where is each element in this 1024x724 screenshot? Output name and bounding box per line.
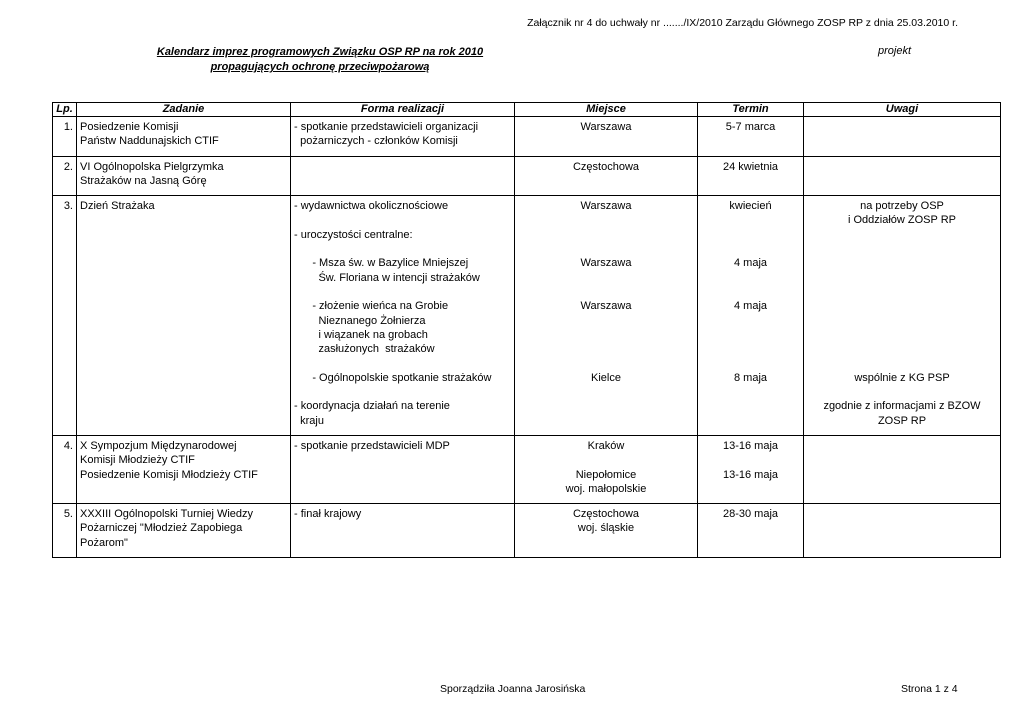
cell-line xyxy=(701,482,800,496)
cell-line xyxy=(807,356,997,370)
cell-line: Kielce xyxy=(591,371,621,384)
cell-line xyxy=(294,453,511,467)
header-date: Termin xyxy=(698,103,804,117)
cell-line xyxy=(80,482,287,496)
form-cell xyxy=(291,196,515,436)
cell-line xyxy=(294,482,511,496)
cell-line xyxy=(518,328,694,342)
header-place: Miejsce xyxy=(515,103,698,117)
cell-line xyxy=(701,414,800,428)
cell-line xyxy=(807,536,997,550)
table-row xyxy=(53,117,1001,157)
notes-cell xyxy=(804,435,1001,503)
task-cell xyxy=(77,156,291,196)
cell-line xyxy=(518,453,694,467)
cell-line xyxy=(294,356,511,370)
header-lp: Lp. xyxy=(53,103,77,117)
table-row xyxy=(53,435,1001,503)
cell-line: - spotkanie przedstawicieli MDP xyxy=(294,439,450,452)
cell-line xyxy=(518,399,694,413)
cell-line xyxy=(294,242,511,256)
cell-line: ZOSP RP xyxy=(877,414,927,427)
cell-line xyxy=(807,328,997,342)
cell-line xyxy=(807,342,997,356)
cell-line xyxy=(807,120,997,134)
cell-line xyxy=(701,314,800,328)
cell-line xyxy=(518,314,694,328)
cell-line xyxy=(807,134,997,148)
cell-line: Warszawa xyxy=(580,257,632,270)
cell-line xyxy=(701,342,800,356)
cell-line xyxy=(518,356,694,370)
notes-cell xyxy=(804,504,1001,558)
project-label: projekt xyxy=(878,45,912,57)
task-cell xyxy=(77,117,291,157)
lp-cell: 2. xyxy=(53,156,77,196)
lp-cell: 1. xyxy=(53,117,77,157)
cell-line: i wiązanek na grobach xyxy=(294,328,428,341)
place-cell xyxy=(515,196,698,436)
table-header-row xyxy=(53,103,1001,117)
cell-line xyxy=(294,285,511,299)
cell-line: Państw Naddunajskich CTIF xyxy=(80,135,219,148)
cell-line xyxy=(294,468,511,482)
cell-line: Niepołomice xyxy=(575,468,637,481)
cell-line: na potrzeby OSP xyxy=(860,200,944,213)
cell-line: - koordynacja działań na terenie xyxy=(294,400,450,413)
lp-cell: 3. xyxy=(53,196,77,436)
cell-line xyxy=(807,256,997,270)
cell-line: 4 maja xyxy=(733,257,768,270)
cell-line: kwiecień xyxy=(729,200,772,213)
cell-line xyxy=(701,242,800,256)
cell-line: VI Ogólnopolska Pielgrzymka xyxy=(80,160,224,173)
lp-cell: 5. xyxy=(53,504,77,558)
title-line-1: Kalendarz imprez programowych Związku OSP RP na rok 2010 xyxy=(156,46,484,58)
cell-line xyxy=(701,356,800,370)
cell-line: Pożarniczej "Młodzież Zapobiega xyxy=(80,522,243,535)
cell-line xyxy=(807,242,997,256)
task-cell xyxy=(77,504,291,558)
cell-line: Warszawa xyxy=(580,121,632,133)
cell-line: - uroczystości centralne: xyxy=(294,228,413,241)
cell-line: Św. Floriana w intencji strażaków xyxy=(294,271,480,284)
cell-line xyxy=(518,213,694,227)
cell-line xyxy=(294,521,511,535)
cell-line xyxy=(518,536,694,550)
cell-line xyxy=(518,134,694,148)
cell-line xyxy=(701,213,800,227)
cell-line xyxy=(701,399,800,413)
cell-line xyxy=(518,414,694,428)
cell-line xyxy=(701,453,800,467)
cell-line: Dzień Strażaka xyxy=(80,200,155,213)
cell-line: 13-16 maja xyxy=(722,468,779,481)
cell-line: Posiedzenie Komisji xyxy=(80,121,179,133)
cell-line xyxy=(807,285,997,299)
cell-line xyxy=(807,160,997,174)
cell-line: 28-30 maja xyxy=(722,508,779,521)
form-cell xyxy=(291,117,515,157)
form-cell xyxy=(291,504,515,558)
cell-line: zasłużonych strażaków xyxy=(294,343,435,356)
task-cell xyxy=(77,196,291,436)
date-cell xyxy=(698,504,804,558)
cell-line xyxy=(807,174,997,188)
cell-line: kraju xyxy=(294,414,324,427)
cell-line xyxy=(807,482,997,496)
cell-line: 4 maja xyxy=(733,300,768,313)
cell-line xyxy=(294,385,511,399)
cell-line xyxy=(807,507,997,521)
cell-line: Częstochowa xyxy=(572,508,640,521)
cell-line: Posiedzenie Komisji Młodzieży CTIF xyxy=(80,468,258,481)
cell-line xyxy=(518,285,694,299)
cell-line: woj. małopolskie xyxy=(565,482,647,495)
cell-line: wspólnie z KG PSP xyxy=(854,371,950,384)
footer-author: Sporządziła Joanna Jarosińska xyxy=(440,683,586,695)
cell-line: Warszawa xyxy=(580,200,632,213)
cell-line: - Ogólnopolskie spotkanie strażaków xyxy=(294,371,492,384)
cell-line xyxy=(701,328,800,342)
cell-line: pożarniczych - członków Komisji xyxy=(294,135,458,148)
cell-line: XXXIII Ogólnopolski Turniej Wiedzy xyxy=(80,508,254,521)
cell-line xyxy=(701,385,800,399)
place-cell xyxy=(515,117,698,157)
cell-line xyxy=(807,468,997,482)
table-row xyxy=(53,196,1001,436)
cell-line: 8 maja xyxy=(733,371,768,384)
page-number: Strona 1 z 4 xyxy=(901,683,958,695)
cell-line: 5-7 marca xyxy=(725,121,776,133)
cell-line xyxy=(807,453,997,467)
form-cell xyxy=(291,156,515,196)
header-notes: Uwagi xyxy=(804,103,1001,117)
place-cell xyxy=(515,435,698,503)
cell-line: Strażaków na Jasną Górę xyxy=(80,174,207,187)
cell-line xyxy=(518,342,694,356)
cell-line xyxy=(807,314,997,328)
place-cell xyxy=(515,504,698,558)
cell-line xyxy=(518,174,694,188)
date-cell xyxy=(698,196,804,436)
cell-line xyxy=(701,521,800,535)
table-row xyxy=(53,504,1001,558)
cell-line xyxy=(294,160,511,174)
cell-line: 13-16 maja xyxy=(722,439,779,452)
date-cell xyxy=(698,156,804,196)
cell-line xyxy=(807,439,997,453)
title-line-2: propagujących ochronę przeciwpożarową xyxy=(210,61,430,73)
cell-line: X Sympozjum Międzynarodowej xyxy=(80,439,237,452)
cell-line: Nieznanego Żołnierza xyxy=(294,314,426,327)
cell-line: Warszawa xyxy=(580,300,632,313)
date-cell xyxy=(698,435,804,503)
cell-line xyxy=(701,228,800,242)
cell-line xyxy=(701,271,800,285)
cell-line: - spotkanie przedstawicieli organizacji xyxy=(294,121,479,133)
cell-line xyxy=(518,385,694,399)
cell-line: woj. śląskie xyxy=(577,522,635,535)
cell-line: i Oddziałów ZOSP RP xyxy=(847,214,956,227)
events-calendar-table xyxy=(52,102,1001,558)
attachment-note: Załącznik nr 4 do uchwały nr ......./IX/2010 Zarządu Głównego ZOSP RP z dnia 25.03.2010 r. xyxy=(527,17,958,29)
notes-cell xyxy=(804,196,1001,436)
lp-cell: 4. xyxy=(53,435,77,503)
cell-line: Częstochowa xyxy=(572,160,640,173)
date-cell xyxy=(698,117,804,157)
cell-line xyxy=(701,285,800,299)
cell-line: 24 kwietnia xyxy=(722,160,779,173)
document-title xyxy=(100,45,540,75)
header-task: Zadanie xyxy=(77,103,291,117)
cell-line xyxy=(807,271,997,285)
cell-line: - Msza św. w Bazylice Mniejszej xyxy=(294,257,469,270)
notes-cell xyxy=(804,117,1001,157)
cell-line xyxy=(294,536,511,550)
cell-line: Pożarom" xyxy=(80,536,128,549)
cell-line xyxy=(807,299,997,313)
cell-line: zgodnie z informacjami z BZOW xyxy=(823,400,981,413)
header-form: Forma realizacji xyxy=(291,103,515,117)
form-cell xyxy=(291,435,515,503)
cell-line xyxy=(807,521,997,535)
cell-line xyxy=(701,134,800,148)
cell-line xyxy=(518,242,694,256)
cell-line xyxy=(518,228,694,242)
notes-cell xyxy=(804,156,1001,196)
cell-line xyxy=(294,174,511,188)
cell-line xyxy=(807,228,997,242)
cell-line xyxy=(701,536,800,550)
cell-line: Komisji Młodzieży CTIF xyxy=(80,454,195,467)
cell-line xyxy=(701,174,800,188)
cell-line: - wydawnictwa okolicznościowe xyxy=(294,200,449,213)
cell-line xyxy=(518,271,694,285)
cell-line xyxy=(807,385,997,399)
task-cell xyxy=(77,435,291,503)
cell-line: - finał krajowy xyxy=(294,508,362,521)
cell-line: - złożenie wieńca na Grobie xyxy=(294,300,449,313)
place-cell xyxy=(515,156,698,196)
cell-line xyxy=(294,213,511,227)
table-row xyxy=(53,156,1001,196)
cell-line: Kraków xyxy=(587,439,625,452)
